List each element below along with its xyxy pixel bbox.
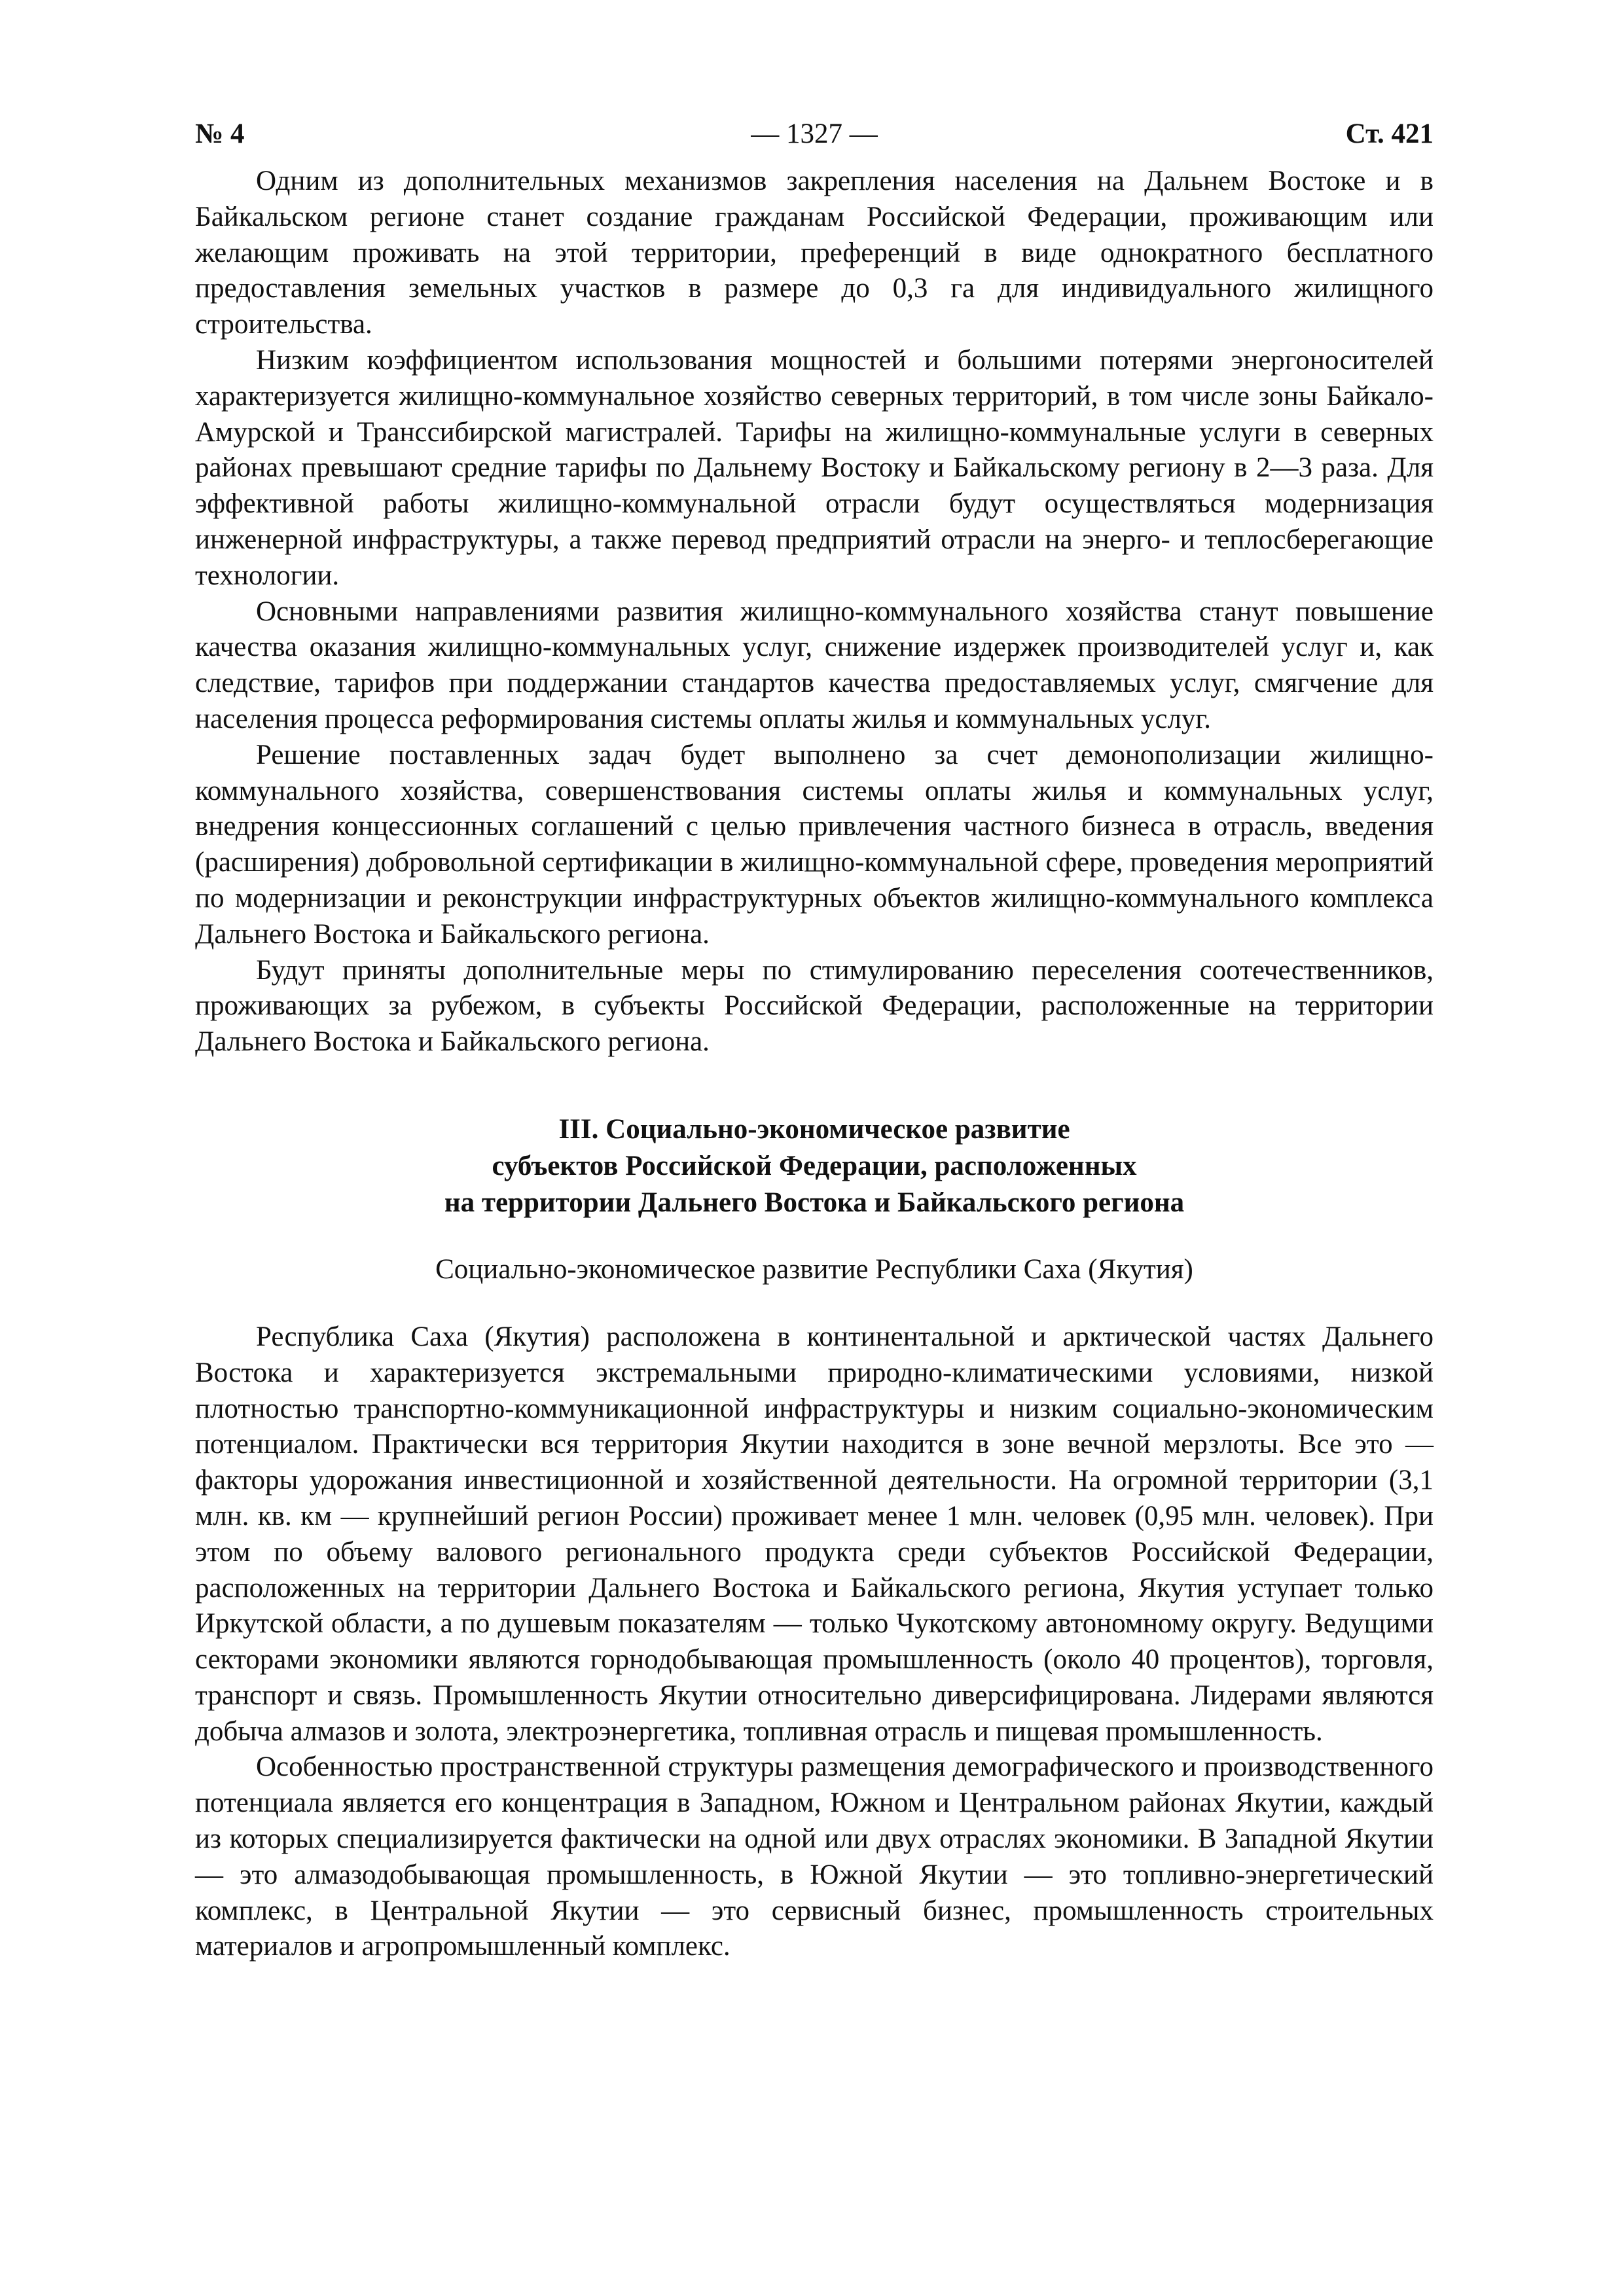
paragraph: Будут приняты дополнительные меры по стимулированию переселения соотечественников, проживающих за рубежом, в субъекты Российской Федерации, расположенные на территории Дальнего Востока и Байкальского региона.: [195, 954, 1434, 1058]
paragraph: Решение поставленных задач будет выполнено за счет демонополизации жилищно-коммунального хозяйства, совершенствования системы оплаты жилья и коммунальных услуг, внедрения концессионных соглашений с целью привлечения частного бизнеса в отрасль, введения (расширения) добровольной сертификации в жилищно-коммунальной сфере, проведения мероприятий по модернизации и реконструкции инфраструктурных объектов жилищно-коммунального комплекса Дальнего Востока и Байкальского региона.: [195, 739, 1434, 950]
section-title: III. Социально-экономическое развитие субъектов Российской Федерации, расположенных на территории Дальнего Востока и Байкальского региона: [444, 1113, 1185, 1218]
section-subtitle: Социально-экономическое развитие Республики Саха (Якутия): [435, 1253, 1193, 1285]
page-number: — 1327 —: [751, 118, 878, 149]
main-text: [195, 164, 1434, 1965]
paragraph: Одним из дополнительных механизмов закрепления населения на Дальнем Востоке и в Байкальском регионе станет создание гражданам Российской Федерации, проживающим или желающим проживать на этой территории, преференций в виде однократного бесплатного предоставления земельных участков в размере до 0,3 га для индивидуального жилищного строительства.: [195, 166, 1434, 340]
issue-number: № 4: [195, 118, 245, 149]
paragraph: Республика Саха (Якутия) расположена в континентальной и арктической частях Дальнего Востока и характеризуется экстремальными природно-климатическими условиями, низкой плотностью транспортно-коммуникационной инфраструктуры и низким социально-экономическим потенциалом. Практически вся территория Якутии находится в зоне вечной мерзлоты. Все это — факторы удорожания инвестиционной и хозяйственной деятельности. На огромной территории (3,1 млн. кв. км — крупнейший регион России) проживает менее 1 млн. человек (0,95 млн. человек). При этом по объему валового регионального продукта среди субъектов Российской Федерации, расположенных на территории Дальнего Востока и Байкальского региона, Якутия уступает только Иркутской области, а по душевым показателям — только Чукотскому автономному округу. Ведущими секторами экономики являются горнодобывающая промышленность (около 40 процентов), торговля, транспорт и связь. Промышленность Якутии относительно диверсифицирована. Лидерами являются добыча алмазов и золота, электроэнергетика, топливная отрасль и пищевая промышленность.: [195, 1321, 1434, 1747]
article-number: Ст. 421: [1345, 118, 1434, 149]
paragraph: Особенностью пространственной структуры размещения демографического и производственного потенциала является его концентрация в Западном, Южном и Центральном районах Якутии, каждый из которых специализируется фактически на одной или двух отраслях экономики. В Западной Якутии — это алмазодобывающая промышленность, в Южной Якутии — это топливно-энергетический комплекс, в Центральной Якутии — это сервисный бизнес, промышленность строительных материалов и агропромышленный комплекс.: [195, 1751, 1434, 1962]
page-header: [195, 105, 1434, 164]
page-content: [195, 105, 1434, 1965]
paragraph: Низким коэффициентом использования мощностей и большими потерями энергоносителей характеризуется жилищно-коммунальное хозяйство северных территорий, в том числе зоны Байкало-Амурской и Транссибирской магистралей. Тарифы на жилищно-коммунальные услуги в северных районах превышают средние тарифы по Дальнему Востоку и Байкальскому региону в 2—3 раза. Для эффективной работы жилищно-коммунальной отрасли будут осуществляться модернизация инженерной инфраструктуры, а также перевод предприятий отрасли на энерго- и теплосберегающие технологии.: [195, 344, 1434, 591]
paragraph: Основными направлениями развития жилищно-коммунального хозяйства станут повышение качества оказания жилищно-коммунальных услуг, снижение издержек производителей услуг и, как следствие, тарифов при поддержании стандартов качества предоставляемых услуг, смягчение для населения процесса реформирования системы оплаты жилья и коммунальных услуг.: [195, 596, 1434, 734]
